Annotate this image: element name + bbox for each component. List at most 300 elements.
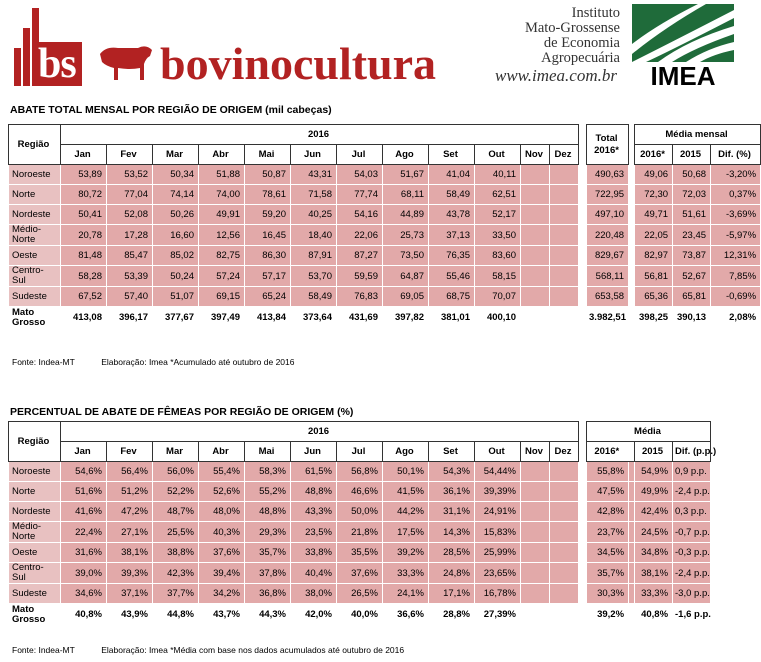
value-cell: 74,00 xyxy=(199,185,245,205)
value-cell: 86,30 xyxy=(245,246,291,266)
femeas-table xyxy=(8,421,761,626)
avg-col-header: 2015 xyxy=(673,145,711,165)
value-cell: 69,15 xyxy=(199,287,245,307)
value-cell: 87,27 xyxy=(337,246,383,266)
gap xyxy=(579,543,587,563)
gap xyxy=(579,287,587,307)
value-cell: 40,25 xyxy=(291,205,337,225)
region-cell: Mato Grosso xyxy=(9,604,61,626)
region-cell: Norte xyxy=(9,482,61,502)
value-cell-empty xyxy=(521,287,550,307)
value-cell: 54,6% xyxy=(61,462,107,482)
value-cell-empty xyxy=(550,502,579,522)
value-cell-empty xyxy=(521,584,550,604)
avg-col-header: 2016* xyxy=(587,442,629,462)
avg-cell: -0,69% xyxy=(711,287,761,307)
value-cell: 23,65% xyxy=(475,563,521,584)
value-cell: 53,89 xyxy=(61,165,107,185)
value-cell: 49,91 xyxy=(199,205,245,225)
value-cell: 59,20 xyxy=(245,205,291,225)
value-cell: 50,26 xyxy=(153,205,199,225)
avg-cell: -2,4 p.p. xyxy=(673,563,711,584)
table-row xyxy=(9,482,761,502)
avg-cell: 73,87 xyxy=(673,246,711,266)
value-cell: 48,8% xyxy=(291,482,337,502)
value-cell: 39,0% xyxy=(61,563,107,584)
month-header: Abr xyxy=(199,145,245,165)
gap xyxy=(579,584,587,604)
month-header: Abr xyxy=(199,442,245,462)
table-row xyxy=(9,462,761,482)
avg-cell: -0,3 p.p. xyxy=(673,543,711,563)
avg-cell: 49,71 xyxy=(635,205,673,225)
value-cell: 50,0% xyxy=(337,502,383,522)
table2-footer xyxy=(12,645,428,655)
value-cell: 51,67 xyxy=(383,165,429,185)
value-cell: 33,3% xyxy=(383,563,429,584)
gap xyxy=(579,462,587,482)
value-cell: 36,8% xyxy=(245,584,291,604)
region-cell: Sudeste xyxy=(9,287,61,307)
value-cell: 68,11 xyxy=(383,185,429,205)
value-cell: 51,07 xyxy=(153,287,199,307)
value-cell: 55,4% xyxy=(199,462,245,482)
avg-cell: 47,5% xyxy=(587,482,629,502)
total-header: Total 2016* xyxy=(587,125,629,165)
value-cell: 77,74 xyxy=(337,185,383,205)
value-cell: 43,78 xyxy=(429,205,475,225)
month-header: Set xyxy=(429,442,475,462)
value-cell-empty xyxy=(521,482,550,502)
value-cell: 16,45 xyxy=(245,225,291,246)
source-note: Fonte: Indea-MT xyxy=(12,357,75,367)
value-cell: 58,3% xyxy=(245,462,291,482)
value-cell: 58,49 xyxy=(291,287,337,307)
value-cell: 14,3% xyxy=(429,522,475,543)
value-cell-empty xyxy=(550,543,579,563)
value-cell-empty xyxy=(521,266,550,287)
month-header: Jul xyxy=(337,442,383,462)
value-cell: 377,67 xyxy=(153,307,199,329)
value-cell: 44,89 xyxy=(383,205,429,225)
avg-col-header: 2016* xyxy=(635,145,673,165)
month-header: Jun xyxy=(291,145,337,165)
avg-cell: 2,08% xyxy=(711,307,761,329)
value-cell: 31,1% xyxy=(429,502,475,522)
gap xyxy=(579,522,587,543)
value-cell: 38,1% xyxy=(107,543,153,563)
value-cell: 431,69 xyxy=(337,307,383,329)
avg-cell: 42,8% xyxy=(587,502,629,522)
value-cell: 29,3% xyxy=(245,522,291,543)
value-cell: 87,91 xyxy=(291,246,337,266)
avg-header: Média mensal xyxy=(635,125,761,145)
table-row xyxy=(9,502,761,522)
value-cell: 54,44% xyxy=(475,462,521,482)
value-cell: 28,8% xyxy=(429,604,475,626)
source-note: Fonte: Indea-MT xyxy=(12,645,75,655)
value-cell: 53,39 xyxy=(107,266,153,287)
value-cell: 40,8% xyxy=(61,604,107,626)
value-cell: 43,3% xyxy=(291,502,337,522)
total-cell: 568,11 xyxy=(587,266,629,287)
avg-cell: 398,25 xyxy=(635,307,673,329)
region-cell: Médio-Norte xyxy=(9,522,61,543)
value-cell: 85,47 xyxy=(107,246,153,266)
total-cell: 497,10 xyxy=(587,205,629,225)
value-cell-empty xyxy=(521,165,550,185)
gap xyxy=(579,502,587,522)
avg-col-header: Dif. (%) xyxy=(711,145,761,165)
value-cell: 38,0% xyxy=(291,584,337,604)
value-cell-empty xyxy=(550,462,579,482)
avg-header: Média xyxy=(587,422,711,442)
total-cell: 3.982,51 xyxy=(587,307,629,329)
value-cell: 40,4% xyxy=(291,563,337,584)
value-cell: 24,8% xyxy=(429,563,475,584)
value-cell: 43,7% xyxy=(199,604,245,626)
value-cell: 27,39% xyxy=(475,604,521,626)
avg-cell: 82,97 xyxy=(635,246,673,266)
value-cell: 37,13 xyxy=(429,225,475,246)
value-cell-empty xyxy=(550,266,579,287)
gap xyxy=(579,205,587,225)
value-cell: 37,8% xyxy=(245,563,291,584)
gap xyxy=(579,604,587,626)
year-header: 2016 xyxy=(61,422,579,442)
table-row xyxy=(9,165,761,185)
value-cell: 21,8% xyxy=(337,522,383,543)
value-cell: 16,60 xyxy=(153,225,199,246)
avg-cell: 23,45 xyxy=(673,225,711,246)
table-row xyxy=(9,246,761,266)
value-cell: 34,6% xyxy=(61,584,107,604)
value-cell: 22,4% xyxy=(61,522,107,543)
year-header: 2016 xyxy=(61,125,579,145)
value-cell: 68,75 xyxy=(429,287,475,307)
avg-cell: -2,4 p.p. xyxy=(673,482,711,502)
brand-short-logo: bs xyxy=(32,42,82,86)
cow-icon xyxy=(96,40,156,84)
value-cell: 52,08 xyxy=(107,205,153,225)
region-cell: Norte xyxy=(9,185,61,205)
value-cell: 56,4% xyxy=(107,462,153,482)
value-cell: 37,6% xyxy=(199,543,245,563)
month-header: Out xyxy=(475,442,521,462)
value-cell: 57,17 xyxy=(245,266,291,287)
value-cell: 42,3% xyxy=(153,563,199,584)
value-cell-empty xyxy=(521,502,550,522)
value-cell-empty xyxy=(521,205,550,225)
avg-cell: 49,9% xyxy=(635,482,673,502)
month-header: Fev xyxy=(107,442,153,462)
value-cell: 33,50 xyxy=(475,225,521,246)
avg-cell: 34,8% xyxy=(635,543,673,563)
value-cell-empty xyxy=(550,584,579,604)
avg-cell: 56,81 xyxy=(635,266,673,287)
value-cell: 51,2% xyxy=(107,482,153,502)
value-cell: 44,3% xyxy=(245,604,291,626)
month-header: Jan xyxy=(61,442,107,462)
value-cell: 69,05 xyxy=(383,287,429,307)
total-cell: 653,58 xyxy=(587,287,629,307)
avg-cell: 0,9 p.p. xyxy=(673,462,711,482)
avg-cell: 34,5% xyxy=(587,543,629,563)
month-header: Nov xyxy=(521,145,550,165)
value-cell: 17,1% xyxy=(429,584,475,604)
value-cell: 81,48 xyxy=(61,246,107,266)
value-cell-empty xyxy=(521,563,550,584)
region-cell: Centro-Sul xyxy=(9,563,61,584)
value-cell: 48,0% xyxy=(199,502,245,522)
gap xyxy=(579,225,587,246)
month-header: Jun xyxy=(291,442,337,462)
region-header: Região xyxy=(9,422,61,462)
avg-cell: -1,6 p.p. xyxy=(673,604,711,626)
value-cell: 57,40 xyxy=(107,287,153,307)
value-cell: 76,83 xyxy=(337,287,383,307)
value-cell: 28,5% xyxy=(429,543,475,563)
total-row xyxy=(9,307,761,329)
avg-cell: 51,61 xyxy=(673,205,711,225)
avg-cell: 390,13 xyxy=(673,307,711,329)
value-cell: 37,6% xyxy=(337,563,383,584)
gap xyxy=(579,165,587,185)
value-cell: 397,49 xyxy=(199,307,245,329)
value-cell-empty xyxy=(550,225,579,246)
avg-cell: 65,81 xyxy=(673,287,711,307)
table-row xyxy=(9,543,761,563)
avg-cell: 55,8% xyxy=(587,462,629,482)
region-cell: Sudeste xyxy=(9,584,61,604)
brand-title: bovinocultura xyxy=(160,38,437,89)
value-cell: 56,8% xyxy=(337,462,383,482)
avg-cell: 7,85% xyxy=(711,266,761,287)
value-cell-empty xyxy=(521,522,550,543)
value-cell: 27,1% xyxy=(107,522,153,543)
value-cell-empty xyxy=(521,462,550,482)
value-cell: 42,0% xyxy=(291,604,337,626)
imea-logo xyxy=(628,4,738,91)
value-cell: 25,99% xyxy=(475,543,521,563)
table2-title: PERCENTUAL DE ABATE DE FÊMEAS POR REGIÃO DE ORIGEM (%) xyxy=(10,406,354,418)
month-header: Mai xyxy=(245,442,291,462)
value-cell: 54,16 xyxy=(337,205,383,225)
value-cell: 17,5% xyxy=(383,522,429,543)
institute-line: Instituto xyxy=(571,5,620,21)
month-header: Jan xyxy=(61,145,107,165)
value-cell: 31,6% xyxy=(61,543,107,563)
value-cell: 76,35 xyxy=(429,246,475,266)
value-cell: 34,2% xyxy=(199,584,245,604)
value-cell: 64,87 xyxy=(383,266,429,287)
value-cell: 20,78 xyxy=(61,225,107,246)
value-cell: 25,5% xyxy=(153,522,199,543)
value-cell: 41,6% xyxy=(61,502,107,522)
value-cell: 53,52 xyxy=(107,165,153,185)
avg-cell: 0,37% xyxy=(711,185,761,205)
value-cell-empty xyxy=(550,563,579,584)
value-cell-empty xyxy=(550,287,579,307)
value-cell: 65,24 xyxy=(245,287,291,307)
value-cell: 48,8% xyxy=(245,502,291,522)
abate-total-table xyxy=(8,124,761,329)
value-cell: 50,87 xyxy=(245,165,291,185)
value-cell: 55,2% xyxy=(245,482,291,502)
avg-cell: 30,3% xyxy=(587,584,629,604)
value-cell: 58,49 xyxy=(429,185,475,205)
avg-col-header: 2015 xyxy=(635,442,673,462)
value-cell: 80,72 xyxy=(61,185,107,205)
region-cell: Médio-Norte xyxy=(9,225,61,246)
table-row xyxy=(9,266,761,287)
total-cell: 220,48 xyxy=(587,225,629,246)
value-cell: 41,04 xyxy=(429,165,475,185)
value-cell: 40,3% xyxy=(199,522,245,543)
value-cell: 400,10 xyxy=(475,307,521,329)
institute-line: Mato-Grossense xyxy=(524,20,620,36)
value-cell: 52,17 xyxy=(475,205,521,225)
value-cell: 397,82 xyxy=(383,307,429,329)
value-cell: 59,59 xyxy=(337,266,383,287)
value-cell: 58,28 xyxy=(61,266,107,287)
gap xyxy=(579,563,587,584)
value-cell: 67,52 xyxy=(61,287,107,307)
value-cell: 83,60 xyxy=(475,246,521,266)
value-cell: 50,34 xyxy=(153,165,199,185)
region-cell: Nordeste xyxy=(9,205,61,225)
institute-line: Agropecuária xyxy=(541,50,620,66)
value-cell-empty xyxy=(521,225,550,246)
region-cell: Noroeste xyxy=(9,165,61,185)
avg-cell: 39,2% xyxy=(587,604,629,626)
region-cell: Oeste xyxy=(9,246,61,266)
value-cell: 43,9% xyxy=(107,604,153,626)
value-cell: 73,50 xyxy=(383,246,429,266)
value-cell: 23,5% xyxy=(291,522,337,543)
avg-cell: 24,5% xyxy=(635,522,673,543)
value-cell: 37,1% xyxy=(107,584,153,604)
avg-cell: 42,4% xyxy=(635,502,673,522)
gap xyxy=(579,185,587,205)
value-cell: 62,51 xyxy=(475,185,521,205)
avg-cell: 40,8% xyxy=(635,604,673,626)
value-cell: 18,40 xyxy=(291,225,337,246)
region-cell: Nordeste xyxy=(9,502,61,522)
table-row xyxy=(9,287,761,307)
value-cell: 39,4% xyxy=(199,563,245,584)
avg-cell: 38,1% xyxy=(635,563,673,584)
value-cell-empty xyxy=(521,246,550,266)
value-cell: 16,78% xyxy=(475,584,521,604)
value-cell: 39,3% xyxy=(107,563,153,584)
value-cell-empty xyxy=(521,543,550,563)
avg-cell: 65,36 xyxy=(635,287,673,307)
value-cell-empty xyxy=(550,604,579,626)
value-cell: 48,7% xyxy=(153,502,199,522)
gap xyxy=(579,482,587,502)
value-cell: 36,6% xyxy=(383,604,429,626)
table1-footer xyxy=(12,357,319,367)
avg-cell: 49,06 xyxy=(635,165,673,185)
avg-cell: 22,05 xyxy=(635,225,673,246)
institute-name xyxy=(525,6,620,66)
value-cell: 381,01 xyxy=(429,307,475,329)
month-header: Mai xyxy=(245,145,291,165)
avg-cell: 54,9% xyxy=(635,462,673,482)
value-cell: 396,17 xyxy=(107,307,153,329)
region-cell: Oeste xyxy=(9,543,61,563)
value-cell: 17,28 xyxy=(107,225,153,246)
table1-title: ABATE TOTAL MENSAL POR REGIÃO DE ORIGEM (mil cabeças) xyxy=(10,104,332,116)
value-cell: 36,1% xyxy=(429,482,475,502)
value-cell: 55,46 xyxy=(429,266,475,287)
value-cell: 44,2% xyxy=(383,502,429,522)
value-cell: 74,14 xyxy=(153,185,199,205)
value-cell: 51,6% xyxy=(61,482,107,502)
value-cell: 40,11 xyxy=(475,165,521,185)
avg-cell: 52,67 xyxy=(673,266,711,287)
region-cell: Noroeste xyxy=(9,462,61,482)
value-cell: 47,2% xyxy=(107,502,153,522)
avg-cell: 12,31% xyxy=(711,246,761,266)
avg-cell: 72,03 xyxy=(673,185,711,205)
value-cell-empty xyxy=(521,185,550,205)
value-cell: 373,64 xyxy=(291,307,337,329)
value-cell: 413,08 xyxy=(61,307,107,329)
avg-cell: -3,0 p.p. xyxy=(673,584,711,604)
table-row xyxy=(9,584,761,604)
avg-cell: -3,69% xyxy=(711,205,761,225)
total-cell: 829,67 xyxy=(587,246,629,266)
month-header: Fev xyxy=(107,145,153,165)
value-cell: 54,3% xyxy=(429,462,475,482)
avg-cell: 72,30 xyxy=(635,185,673,205)
value-cell: 51,88 xyxy=(199,165,245,185)
value-cell-empty xyxy=(521,604,550,626)
value-cell: 37,7% xyxy=(153,584,199,604)
avg-cell: 35,7% xyxy=(587,563,629,584)
value-cell: 85,02 xyxy=(153,246,199,266)
table-row xyxy=(9,205,761,225)
table-row xyxy=(9,225,761,246)
month-header: Jul xyxy=(337,145,383,165)
elaboration-note: Elaboração: Imea *Média com base nos dados acumulados até outubro de 2016 xyxy=(101,645,405,655)
value-cell: 26,5% xyxy=(337,584,383,604)
value-cell: 24,91% xyxy=(475,502,521,522)
value-cell: 15,83% xyxy=(475,522,521,543)
value-cell: 71,58 xyxy=(291,185,337,205)
table-row xyxy=(9,522,761,543)
value-cell: 35,5% xyxy=(337,543,383,563)
value-cell: 38,8% xyxy=(153,543,199,563)
website-url[interactable]: www.imea.com.br xyxy=(495,66,617,85)
elaboration-note: Elaboração: Imea *Acumulado até outubro de 2016 xyxy=(101,357,295,367)
avg-cell: 33,3% xyxy=(635,584,673,604)
value-cell-empty xyxy=(550,307,579,329)
value-cell-empty xyxy=(550,482,579,502)
month-header: Mar xyxy=(153,442,199,462)
value-cell: 33,8% xyxy=(291,543,337,563)
region-cell: Mato Grosso xyxy=(9,307,61,329)
avg-cell: -3,20% xyxy=(711,165,761,185)
value-cell: 52,2% xyxy=(153,482,199,502)
value-cell: 12,56 xyxy=(199,225,245,246)
month-header: Dez xyxy=(550,145,579,165)
value-cell: 25,73 xyxy=(383,225,429,246)
total-cell: 490,63 xyxy=(587,165,629,185)
gap xyxy=(579,246,587,266)
